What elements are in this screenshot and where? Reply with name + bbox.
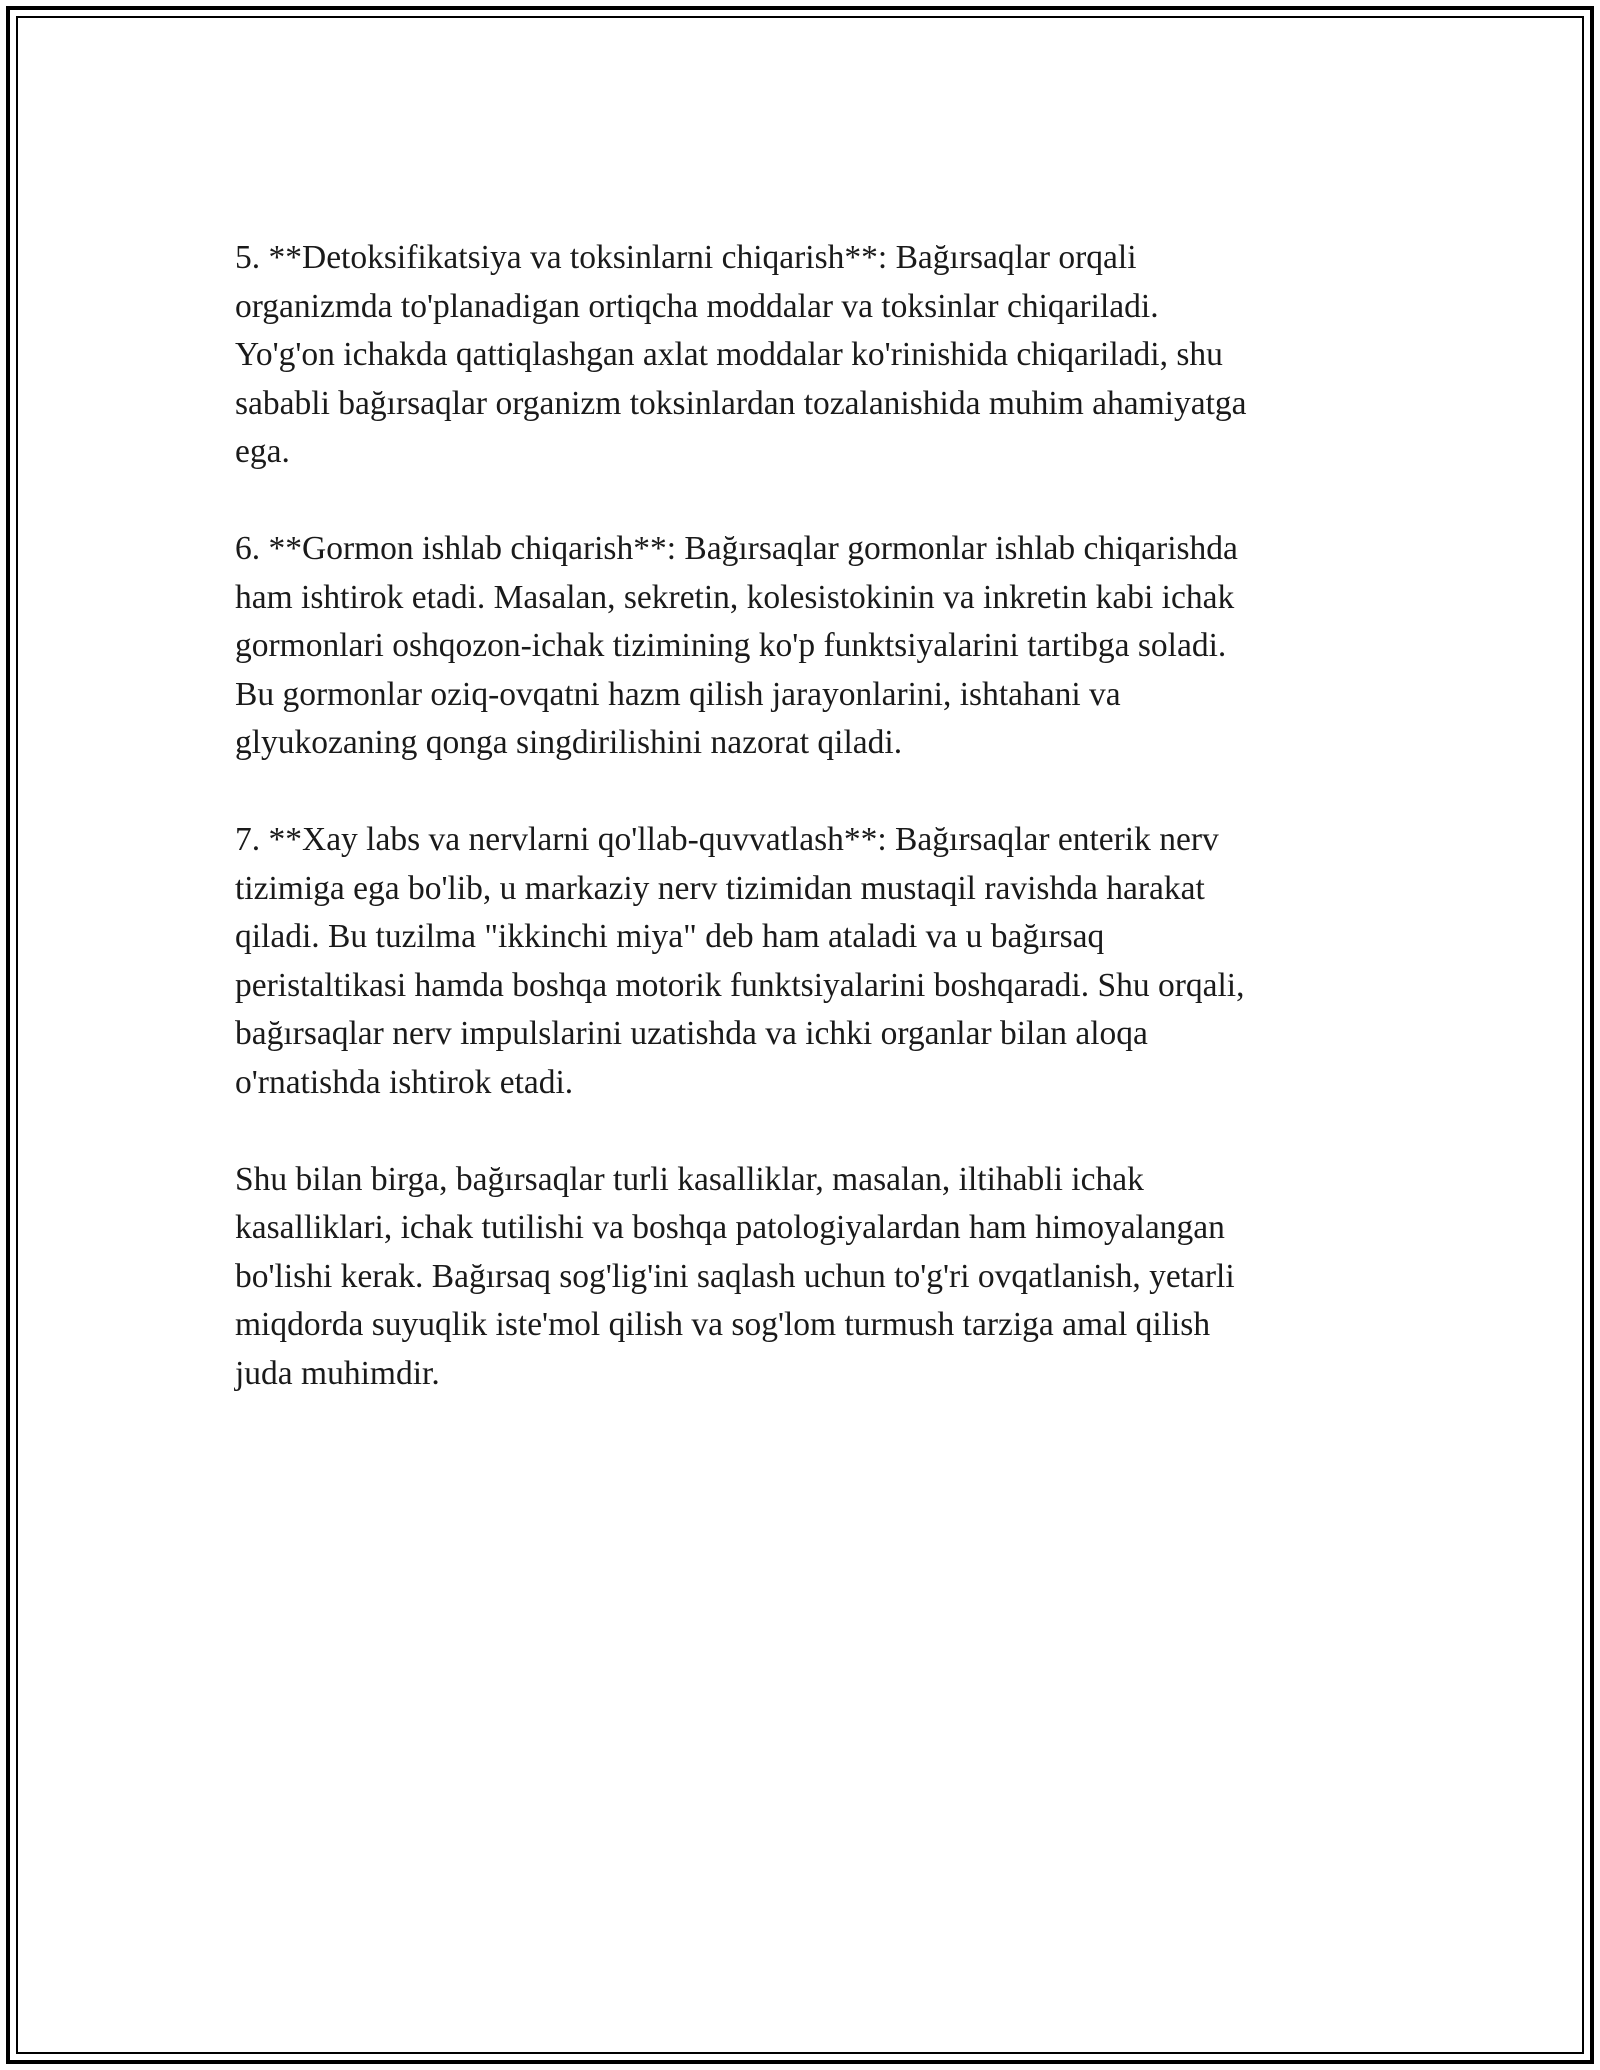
text-line: ega. xyxy=(235,433,290,470)
text-line: qiladi. Bu tuzilma "ikkinchi miya" deb ham ataladi va u bağırsaq xyxy=(235,918,1105,955)
text-line: kasalliklari, ichak tutilishi va boshqa patologiyalardan ham himoyalangan xyxy=(235,1209,1225,1246)
text-line: glyukozaning qonga singdirilishini nazorat qiladi. xyxy=(235,724,903,761)
text-line: sababli bağırsaqlar organizm toksinlardan tozalanishida muhim ahamiyatga xyxy=(235,384,1247,422)
text-line: juda muhimdir. xyxy=(235,1354,440,1392)
document-body xyxy=(235,234,1365,1447)
text-line: Bu gormonlar oziq-ovqatni hazm qilish jarayonlarini, ishtahani va xyxy=(235,675,1121,713)
paragraph-conclusion xyxy=(235,1156,1365,1399)
text-line: peristaltikasi hamda boshqa motorik funktsiyalarini boshqaradi. Shu orqali, xyxy=(235,966,1245,1004)
text-line: 7. **Xay labs va nervlarni qo'llab-quvvatlash**: Bağırsaqlar enterik nerv xyxy=(235,821,1219,858)
text-line: ham ishtirok etadi. Masalan, sekretin, kolesistokinin va inkretin kabi ichak xyxy=(235,578,1235,616)
text-line: miqdorda suyuqlik iste'mol qilish va sog'lom turmush tarziga amal qilish xyxy=(235,1306,1211,1343)
text-line: o'rnatishda ishtirok etadi. xyxy=(235,1063,574,1101)
text-line: Yo'g'on ichakda qattiqlashgan axlat moddalar ko'rinishida chiqariladi, shu xyxy=(235,336,1223,373)
paragraph-hormone-production xyxy=(235,525,1365,768)
text-line: bo'lishi kerak. Bağırsaq sog'lig'ini saqlash uchun to'g'ri ovqatlanish, yetarli xyxy=(235,1257,1235,1295)
text-line: tizimiga ega bo'lib, u markaziy nerv tizimidan mustaqil ravishda harakat xyxy=(235,869,1205,907)
text-line: 6. **Gormon ishlab chiqarish**: Bağırsaqlar gormonlar ishlab chiqarishda xyxy=(235,530,1238,567)
paragraph-detoxification xyxy=(235,234,1365,477)
text-line: gormonlari oshqozon-ichak tizimining ko'p funktsiyalarini tartibga soladi. xyxy=(235,627,1227,664)
text-line: organizmda to'planadigan ortiqcha moddalar va toksinlar chiqariladi. xyxy=(235,287,1159,325)
text-line: Shu bilan birga, bağırsaqlar turli kasalliklar, masalan, iltihabli ichak xyxy=(235,1160,1144,1198)
paragraph-nervous-support xyxy=(235,816,1365,1107)
text-line: bağırsaqlar nerv impulslarini uzatishda va ichki organlar bilan aloqa xyxy=(235,1015,1148,1052)
text-line: 5. **Detoksifikatsiya va toksinlarni chiqarish**: Bağırsaqlar orqali xyxy=(235,239,1137,276)
